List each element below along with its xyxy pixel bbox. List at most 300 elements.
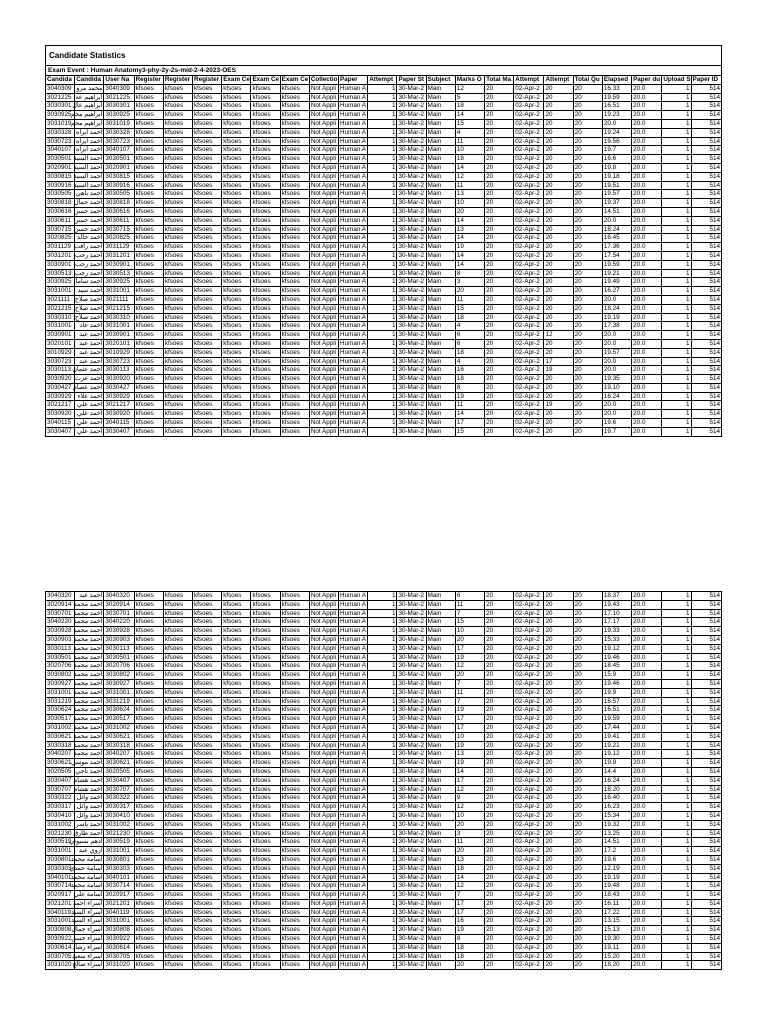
table-cell: 30-Mar-2 — [397, 688, 426, 697]
table-cell: 1 — [368, 331, 397, 340]
table-cell: 1 — [368, 592, 397, 601]
table-row — [46, 829, 722, 838]
table-cell: 20 — [455, 820, 484, 829]
table-cell: 18.20 — [602, 785, 631, 794]
table-cell: Human A — [340, 811, 366, 819]
table-cell: Not Appli — [309, 662, 338, 671]
table-cell: kfsoes — [163, 803, 192, 812]
table-cell: kfsoes — [163, 592, 192, 601]
table-cell: ابراهيم محم — [70, 111, 103, 119]
table-cell: Not Appli — [309, 331, 338, 340]
table-cell: 1 — [368, 366, 397, 375]
table-cell: Not Appli — [309, 803, 338, 812]
table-row — [46, 295, 722, 304]
table-cell: 3030927 — [46, 679, 75, 688]
table-cell: 20.0 — [632, 618, 662, 627]
table-cell: kfsoes — [163, 304, 192, 313]
table-cell: kfsoes — [251, 357, 280, 366]
table-cell: Main — [426, 207, 455, 216]
table-cell: Not Appli — [309, 322, 338, 331]
table-cell: 11 — [455, 181, 484, 190]
table-cell: kfsoes — [134, 278, 163, 287]
table-row — [46, 392, 722, 401]
table-cell: kfsoes — [134, 855, 163, 864]
table-cell: 02-Apr-2 — [514, 348, 544, 357]
table-cell: 3040119 — [46, 908, 75, 917]
table-cell: 3040220 — [46, 618, 75, 627]
table-cell: 02-Apr-2 — [514, 715, 544, 724]
table-cell: 20 — [573, 295, 602, 304]
table-cell: 20 — [485, 706, 514, 715]
table-cell: kfsoes — [251, 392, 280, 401]
table-cell: kfsoes — [251, 855, 280, 864]
table-cell: kfsoes — [134, 190, 163, 199]
table-cell: 30-Mar-2 — [397, 278, 426, 287]
table-cell: Not Appli — [309, 679, 338, 688]
table-cell: 1 — [662, 313, 691, 322]
table-cell: kfsoes — [280, 609, 309, 618]
table-cell: 3030621 — [46, 732, 75, 741]
table-cell: Not Appli — [309, 287, 338, 296]
table-cell: 30-Mar-2 — [397, 102, 426, 111]
table-cell: 30-Mar-2 — [397, 163, 426, 172]
table-cell: 7 — [455, 609, 484, 618]
table-cell: 1 — [368, 322, 397, 331]
table-cell: 30-Mar-2 — [397, 348, 426, 357]
table-cell: 19.21 — [602, 269, 631, 278]
table-cell: 20.0 — [632, 732, 662, 741]
table-cell: kfsoes — [163, 715, 192, 724]
table-cell: kfsoes — [222, 767, 251, 776]
table-cell: kfsoes — [193, 339, 222, 348]
table-cell: 20 — [573, 688, 602, 697]
table-cell: 11 — [455, 600, 484, 609]
table-cell: احمد وائل — [75, 811, 104, 820]
table-cell: 1 — [368, 119, 397, 128]
table-cell: 3021215 — [104, 304, 134, 313]
table-cell: kfsoes — [134, 750, 163, 759]
table-cell: 514 — [691, 163, 721, 172]
table-cell: 14.51 — [602, 838, 631, 847]
table-row — [46, 243, 722, 252]
table-cell: 20.0 — [632, 935, 662, 944]
table-cell: احمد ابراه — [76, 137, 103, 145]
table-cell: 20 — [485, 644, 514, 653]
table-cell: Main — [426, 838, 455, 847]
table-cell: 30-Mar-2 — [397, 662, 426, 671]
table-cell: Human A — [340, 785, 366, 793]
table-cell: 20 — [573, 609, 602, 618]
table-cell: kfsoes — [280, 102, 309, 111]
table-cell: 20 — [544, 600, 573, 609]
table-cell: 3040115 — [46, 419, 75, 428]
table-cell: kfsoes — [222, 679, 251, 688]
table-cell: 02-Apr-2 — [514, 794, 544, 803]
table-cell: 19.49 — [602, 278, 631, 287]
table-cell: 10 — [455, 627, 484, 636]
table-cell: 02-Apr-2 — [514, 943, 544, 952]
table-cell: 12 — [455, 803, 484, 812]
table-cell: kfsoes — [193, 723, 222, 732]
table-cell: 3030920 — [46, 410, 75, 419]
table-cell: kfsoes — [193, 644, 222, 653]
table-cell: 20 — [573, 855, 602, 864]
table-cell: 3021215 — [46, 304, 75, 313]
table-cell: 12 — [455, 882, 484, 891]
table-row — [46, 225, 722, 234]
table-cell: kfsoes — [280, 759, 309, 768]
table-cell: 16.45 — [602, 234, 631, 243]
table-cell: kfsoes — [163, 776, 192, 785]
table-cell: 20 — [573, 679, 602, 688]
table-cell: kfsoes — [193, 427, 222, 436]
table-cell: 20 — [485, 750, 514, 759]
table-cell: 3021225 — [104, 93, 134, 102]
table-cell: 3030707 — [46, 785, 75, 794]
table-cell: 30-Mar-2 — [397, 811, 426, 820]
column-header: Collectio — [310, 76, 338, 83]
table-row — [46, 732, 722, 741]
table-cell: kfsoes — [222, 935, 251, 944]
table-cell: 20 — [485, 410, 514, 419]
table-cell: 20 — [544, 427, 573, 436]
table-cell: kfsoes — [134, 803, 163, 812]
table-cell: Not Appli — [309, 251, 338, 260]
table-cell: Human A — [340, 331, 366, 339]
table-cell: 514 — [691, 322, 721, 331]
table-cell: 514 — [691, 295, 721, 304]
table-cell: kfsoes — [134, 313, 163, 322]
table-row — [46, 803, 722, 812]
table-cell: Main — [426, 961, 455, 970]
table-cell: 3030505 — [104, 190, 134, 199]
table-cell: 30-Mar-2 — [397, 155, 426, 164]
table-cell: Not Appli — [309, 706, 338, 715]
table-cell: احمد محمد — [73, 671, 103, 679]
table-cell: 20 — [544, 627, 573, 636]
table-cell: kfsoes — [163, 873, 192, 882]
table-cell: 20 — [544, 163, 573, 172]
table-cell: Main — [426, 635, 455, 644]
table-cell: kfsoes — [134, 653, 163, 662]
table-cell: 1 — [662, 163, 691, 172]
table-cell: 11 — [455, 137, 484, 146]
table-cell: 20.0 — [632, 926, 662, 935]
table-cell: 1 — [662, 891, 691, 900]
table-cell: 20.0 — [602, 401, 631, 410]
table-cell: kfsoes — [134, 304, 163, 313]
table-cell: kfsoes — [134, 627, 163, 636]
table-cell: 3031219 — [46, 697, 75, 706]
table-cell: kfsoes — [280, 84, 309, 93]
table-cell: Human A — [340, 706, 366, 714]
table-cell: kfsoes — [163, 723, 192, 732]
table-cell: kfsoes — [193, 811, 222, 820]
table-cell: 20 — [573, 401, 602, 410]
table-cell: 20 — [573, 172, 602, 181]
table-cell: kfsoes — [193, 750, 222, 759]
table-cell: 1 — [662, 269, 691, 278]
table-cell: 1 — [662, 820, 691, 829]
table-cell: Human A — [340, 644, 366, 652]
table-cell: 20.0 — [632, 662, 662, 671]
table-cell: Main — [426, 873, 455, 882]
table-cell: kfsoes — [193, 181, 222, 190]
table-cell: 20.0 — [632, 600, 662, 609]
table-cell: kfsoes — [251, 891, 280, 900]
table-cell: kfsoes — [251, 882, 280, 891]
table-cell: اسامة محمد — [70, 873, 103, 881]
table-cell: 1 — [662, 732, 691, 741]
table-cell: 3021111 — [46, 295, 75, 304]
table-cell: 30-Mar-2 — [397, 750, 426, 759]
table-cell: kfsoes — [251, 339, 280, 348]
table-cell: Not Appli — [309, 891, 338, 900]
table-cell: 514 — [691, 908, 721, 917]
table-cell: 30-Mar-2 — [397, 653, 426, 662]
table-cell: kfsoes — [280, 662, 309, 671]
table-cell: 20 — [544, 759, 573, 768]
table-cell: 20 — [573, 339, 602, 348]
table-cell: kfsoes — [280, 313, 309, 322]
table-cell: kfsoes — [251, 84, 280, 93]
column-header: Paper du — [633, 76, 661, 83]
table-cell: 20 — [485, 732, 514, 741]
table-cell: 20 — [544, 952, 573, 961]
table-cell: 514 — [691, 794, 721, 803]
table-cell: kfsoes — [163, 93, 192, 102]
table-cell: 20 — [544, 715, 573, 724]
table-cell: 30-Mar-2 — [397, 181, 426, 190]
table-cell: 14 — [455, 163, 484, 172]
table-cell: kfsoes — [280, 155, 309, 164]
table-cell: 20 — [544, 785, 573, 794]
table-row — [46, 269, 722, 278]
table-cell: 20 — [485, 322, 514, 331]
table-cell: 15.9 — [602, 671, 631, 680]
table-cell: 3031001 — [46, 917, 75, 926]
table-cell: 02-Apr-2 — [514, 899, 544, 908]
table-cell: Not Appli — [309, 926, 338, 935]
table-cell: kfsoes — [163, 917, 192, 926]
table-cell: 20 — [573, 243, 602, 252]
table-cell: 20.0 — [632, 278, 662, 287]
table-cell: 1 — [662, 644, 691, 653]
table-cell: 20 — [544, 618, 573, 627]
table-cell: kfsoes — [163, 961, 192, 970]
table-cell: 20.0 — [632, 155, 662, 164]
table-cell: 14 — [455, 216, 484, 225]
table-cell: 7 — [455, 697, 484, 706]
table-cell: 514 — [691, 820, 721, 829]
table-cell: 3030929 — [46, 392, 75, 401]
table-cell: 30-Mar-2 — [397, 759, 426, 768]
table-cell: 3030925 — [104, 278, 134, 287]
table-cell: 514 — [691, 331, 721, 340]
table-cell: kfsoes — [134, 952, 163, 961]
table-cell: Main — [426, 383, 455, 392]
table-cell: 20 — [573, 891, 602, 900]
table-cell: Human A — [340, 155, 366, 163]
table-cell: Not Appli — [309, 199, 338, 208]
table-cell: 20 — [573, 225, 602, 234]
table-cell: 15.13 — [602, 926, 631, 935]
table-cell: 514 — [691, 155, 721, 164]
table-cell: 02-Apr-2 — [514, 190, 544, 199]
table-cell: 19.8 — [602, 163, 631, 172]
table-cell: kfsoes — [193, 679, 222, 688]
table-cell: kfsoes — [222, 776, 251, 785]
table-cell: kfsoes — [222, 785, 251, 794]
table-cell: Main — [426, 199, 455, 208]
table-cell: 02-Apr-2 — [514, 295, 544, 304]
table-cell: kfsoes — [193, 609, 222, 618]
table-cell: 20 — [573, 600, 602, 609]
table-cell: 02-Apr-2 — [514, 102, 544, 111]
table-cell: kfsoes — [280, 600, 309, 609]
table-cell: Not Appli — [309, 592, 338, 601]
table-cell: 02-Apr-2 — [514, 146, 544, 155]
table-cell: 1 — [662, 419, 691, 428]
table-cell: kfsoes — [251, 146, 280, 155]
table-cell: Main — [426, 304, 455, 313]
table-cell: kfsoes — [222, 908, 251, 917]
table-cell: kfsoes — [193, 688, 222, 697]
table-cell: 20.0 — [632, 84, 662, 93]
table-cell: 30-Mar-2 — [397, 339, 426, 348]
table-cell: kfsoes — [222, 304, 251, 313]
table-cell: Not Appli — [309, 410, 338, 419]
table-cell: kfsoes — [193, 935, 222, 944]
table-cell: 30-Mar-2 — [397, 419, 426, 428]
table-cell: kfsoes — [163, 278, 192, 287]
table-cell: 20 — [485, 847, 514, 856]
table-cell: kfsoes — [193, 891, 222, 900]
table-cell: 10 — [455, 146, 484, 155]
table-cell: 3030310 — [104, 313, 134, 322]
table-cell: 20 — [485, 225, 514, 234]
table-cell: 30-Mar-2 — [397, 260, 426, 269]
table-cell: 17 — [544, 357, 573, 366]
table-cell: kfsoes — [222, 163, 251, 172]
table-cell: 3030916 — [104, 181, 134, 190]
table-cell: kfsoes — [193, 794, 222, 803]
table-cell: 1 — [368, 644, 397, 653]
table-cell: 20.0 — [632, 225, 662, 234]
table-cell: 3030928 — [46, 627, 75, 636]
table-cell: Main — [426, 847, 455, 856]
table-cell: kfsoes — [280, 163, 309, 172]
table-cell: 16 — [455, 366, 484, 375]
table-cell: 30-Mar-2 — [397, 926, 426, 935]
column-header: Exam Ce — [252, 76, 280, 83]
table-cell: 20 — [573, 908, 602, 917]
table-cell: 20 — [573, 644, 602, 653]
table-cell: 1 — [662, 181, 691, 190]
table-cell: kfsoes — [193, 216, 222, 225]
table-cell: Main — [426, 811, 455, 820]
table-cell: 20 — [485, 855, 514, 864]
table-cell: 02-Apr-2 — [514, 741, 544, 750]
table-row — [46, 767, 722, 776]
table-cell: 20 — [485, 357, 514, 366]
table-cell: Main — [426, 785, 455, 794]
table-cell: 1 — [662, 128, 691, 137]
table-cell: 20 — [544, 653, 573, 662]
table-cell: 02-Apr-2 — [514, 181, 544, 190]
table-cell: 20.0 — [632, 609, 662, 618]
table-cell: kfsoes — [280, 794, 309, 803]
table-cell: kfsoes — [193, 225, 222, 234]
table-cell: 20 — [485, 419, 514, 428]
table-cell: 3040309 — [46, 84, 75, 93]
table-cell: 20 — [485, 383, 514, 392]
table-cell: kfsoes — [222, 357, 251, 366]
table-cell: 3030920 — [104, 410, 134, 419]
table-cell: kfsoes — [134, 847, 163, 856]
table-cell: 19.56 — [602, 137, 631, 146]
table-cell: 3030427 — [104, 383, 134, 392]
table-cell: kfsoes — [251, 627, 280, 636]
column-header: Attempt — [514, 76, 544, 85]
table-cell: 12 — [455, 785, 484, 794]
table-row — [46, 207, 722, 216]
table-cell: Main — [426, 137, 455, 146]
table-cell: 514 — [691, 287, 721, 296]
column-header: Paper — [339, 76, 368, 85]
table-cell: kfsoes — [251, 750, 280, 759]
table-cell: 02-Apr-2 — [514, 322, 544, 331]
table-cell: kfsoes — [280, 679, 309, 688]
table-row — [46, 216, 722, 225]
table-cell: 1 — [368, 146, 397, 155]
table-cell: kfsoes — [222, 119, 251, 128]
table-row — [46, 199, 722, 208]
table-cell: 514 — [691, 260, 721, 269]
table-row — [46, 251, 722, 260]
table-cell: 20.0 — [632, 260, 662, 269]
table-cell: Human A — [340, 917, 366, 925]
table-cell: Main — [426, 102, 455, 111]
table-cell: kfsoes — [134, 392, 163, 401]
table-cell: kfsoes — [193, 190, 222, 199]
table-cell: Not Appli — [309, 216, 338, 225]
table-cell: 3030714 — [104, 882, 134, 891]
table-cell: kfsoes — [163, 847, 192, 856]
table-cell: kfsoes — [251, 278, 280, 287]
table-cell: 02-Apr-2 — [514, 767, 544, 776]
table-cell: 20 — [455, 961, 484, 970]
table-cell: 20 — [573, 829, 602, 838]
table-cell: 20 — [544, 84, 573, 93]
table-cell: 3 — [455, 829, 484, 838]
table-cell: 20 — [544, 679, 573, 688]
table-row — [46, 155, 722, 164]
table-cell: احمد محمد — [73, 706, 103, 714]
table-cell: 19.11 — [602, 943, 631, 952]
table-cell: kfsoes — [193, 943, 222, 952]
table-cell: kfsoes — [222, 627, 251, 636]
table-cell: 514 — [691, 137, 721, 146]
table-cell: 20.0 — [602, 366, 631, 375]
table-row — [46, 679, 722, 688]
table-cell: 1 — [662, 908, 691, 917]
table-cell: Main — [426, 662, 455, 671]
table-cell: 3031001 — [104, 688, 134, 697]
table-cell: 1 — [368, 207, 397, 216]
table-cell: 20.0 — [632, 190, 662, 199]
table-cell: 02-Apr-2 — [514, 375, 544, 384]
